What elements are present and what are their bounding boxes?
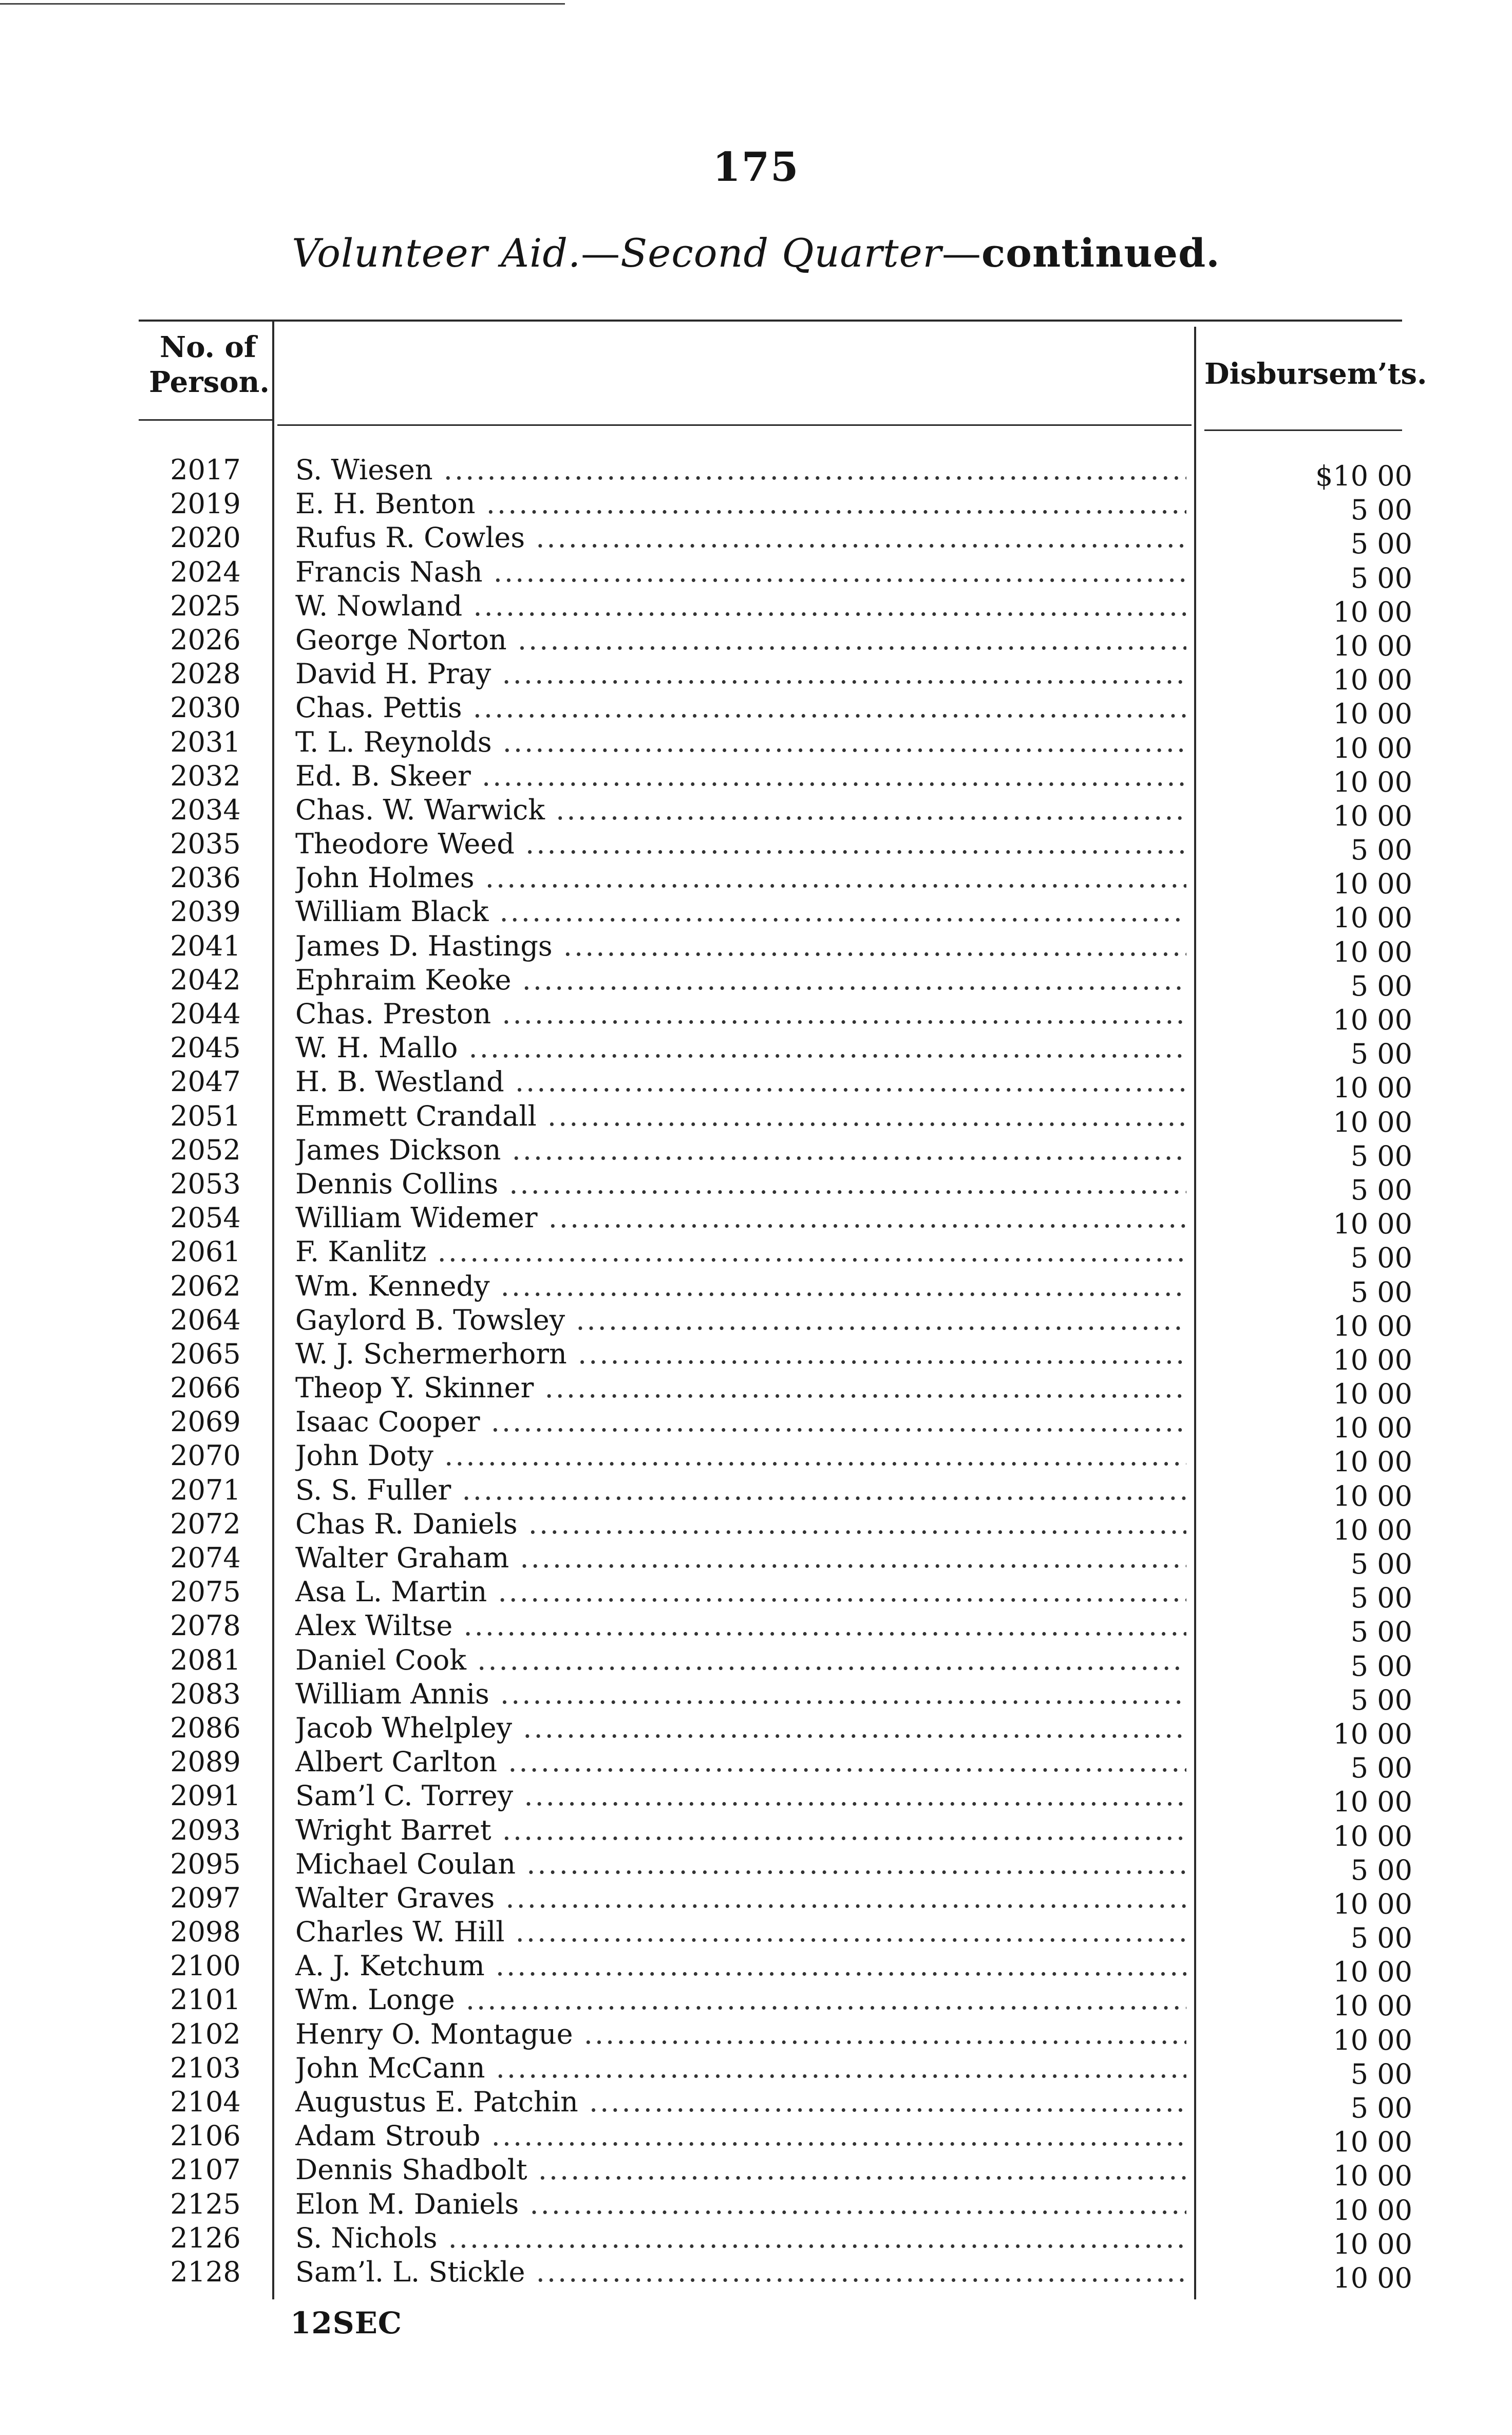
page-footer-signature: 12SEC (290, 2306, 402, 2340)
disbursement-amount: 5 00 (1350, 528, 1412, 560)
person-number: 2035 (170, 828, 241, 860)
heading-dash: — (942, 230, 982, 276)
table-row (0, 2221, 1512, 2260)
disbursement-amount: 5 00 (1350, 1276, 1412, 1308)
person-name: S. Wiesen ..... (295, 453, 1186, 487)
disbursement-amount: 5 00 (1350, 1922, 1412, 1955)
person-name: Emmett Crandall ..... (295, 1099, 1186, 1133)
person-name: Dennis Collins ..... (295, 1167, 1186, 1201)
person-name: Elon M. Daniels ..... (295, 2187, 1186, 2221)
person-number: 2036 (170, 861, 241, 894)
table-row (0, 1133, 1512, 1172)
person-name: Alex Wiltse ..... (295, 1609, 1186, 1643)
person-number: 2053 (170, 1167, 241, 1200)
person-number: 2062 (170, 1269, 241, 1302)
person-number: 2098 (170, 1916, 241, 1949)
person-name: T. L. Reynolds ..... (295, 725, 1186, 759)
person-number: 2072 (170, 1507, 241, 1540)
person-name: Henry O. Montague ..... (295, 2017, 1186, 2051)
table-row (0, 1405, 1512, 1445)
person-number: 2081 (170, 1643, 241, 1676)
person-name: Albert Carlton ..... (295, 1745, 1186, 1779)
column-header-number (149, 330, 270, 400)
person-name: Francis Nash ..... (295, 555, 1186, 589)
disbursement-amount: 10 00 (1333, 765, 1412, 798)
table-row (0, 1473, 1512, 1512)
header-bottom-rule-left (139, 419, 272, 421)
person-number: 2064 (170, 1303, 241, 1336)
person-name: S. Nichols ..... (295, 2221, 1186, 2255)
person-name: H. B. Westland ..... (295, 1065, 1186, 1099)
table-row (0, 1881, 1512, 1920)
table-row (0, 1847, 1512, 1886)
disbursement-amount: 5 00 (1350, 2057, 1412, 2090)
disbursement-amount: 10 00 (1333, 1106, 1412, 1138)
person-number: 2071 (170, 1473, 241, 1506)
disbursement-amount: 5 00 (1350, 561, 1412, 594)
disbursement-amount: 10 00 (1333, 698, 1412, 730)
table-row (0, 1337, 1512, 1376)
person-number: 2089 (170, 1746, 241, 1778)
person-number: 2024 (170, 555, 241, 588)
person-number: 2030 (170, 691, 241, 724)
person-number: 2070 (170, 1439, 241, 1472)
table-row (0, 1643, 1512, 1682)
disbursement-amount: 10 00 (1333, 1343, 1412, 1376)
person-number: 2065 (170, 1337, 241, 1370)
person-number: 2028 (170, 658, 241, 690)
person-number: 2017 (170, 454, 241, 486)
table-row (0, 1201, 1512, 1241)
column-header-number-line1: No. of (160, 330, 256, 364)
person-name: Rufus R. Cowles ..... (295, 521, 1186, 555)
table-row (0, 453, 1512, 492)
disbursement-amount: 5 00 (1350, 1548, 1412, 1580)
person-name: John Doty ..... (295, 1439, 1186, 1473)
table-row (0, 1779, 1512, 1819)
person-number: 2019 (170, 488, 241, 520)
person-name: W. Nowland ..... (295, 589, 1186, 623)
table-row (0, 2051, 1512, 2090)
disbursement-amount: 10 00 (1333, 732, 1412, 764)
table-row (0, 2119, 1512, 2159)
person-name: John McCann ..... (295, 2051, 1186, 2085)
disbursement-amount: 10 00 (1333, 1378, 1412, 1411)
table-top-rule (139, 320, 1402, 322)
person-name: Walter Graves ..... (295, 1881, 1186, 1915)
heading-subtitle: Second Quarter (620, 230, 942, 276)
disbursement-amount: 10 00 (1333, 595, 1412, 628)
person-name: S. S. Fuller ..... (295, 1473, 1186, 1507)
disbursement-amount: 10 00 (1333, 1820, 1412, 1852)
person-name: Charles W. Hill ..... (295, 1915, 1186, 1949)
disbursement-amount: 10 00 (1333, 1412, 1412, 1445)
disbursement-amount: 5 00 (1350, 1683, 1412, 1716)
disbursement-amount: 10 00 (1333, 2160, 1412, 2193)
person-number: 2061 (170, 1235, 241, 1268)
person-number: 2102 (170, 2017, 241, 2050)
table-row (0, 1915, 1512, 1955)
disbursement-amount: 10 00 (1333, 2194, 1412, 2226)
disbursement-amount: 10 00 (1333, 799, 1412, 832)
person-name: James D. Hastings ..... (295, 929, 1186, 963)
table-row (0, 759, 1512, 798)
person-number: 2095 (170, 1847, 241, 1880)
table-row (0, 1745, 1512, 1785)
table-row (0, 2153, 1512, 2193)
table-row (0, 1813, 1512, 1852)
person-number: 2126 (170, 2221, 241, 2254)
person-number: 2041 (170, 929, 241, 962)
person-name: Daniel Cook ..... (295, 1643, 1186, 1677)
disbursement-amount: 10 00 (1333, 1309, 1412, 1342)
person-number: 2078 (170, 1609, 241, 1642)
person-name: W. H. Mallo ..... (295, 1031, 1186, 1065)
person-number: 2054 (170, 1202, 241, 1234)
person-number: 2100 (170, 1950, 241, 1982)
table-row (0, 861, 1512, 901)
column-header-disbursements: Disbursem’ts. (1204, 357, 1427, 391)
disbursement-amount: 10 00 (1333, 935, 1412, 968)
disbursement-amount: 5 00 (1350, 494, 1412, 527)
table-row (0, 1507, 1512, 1546)
person-number: 2069 (170, 1406, 241, 1438)
disbursement-amount: 10 00 (1333, 1446, 1412, 1478)
person-name: Sam’l C. Torrey ..... (295, 1779, 1186, 1813)
person-name: Theodore Weed ..... (295, 827, 1186, 861)
person-number: 2031 (170, 725, 241, 758)
table-row (0, 793, 1512, 832)
person-name: James Dickson ..... (295, 1133, 1186, 1167)
person-name: Augustus E. Patchin ..... (295, 2085, 1186, 2119)
disbursement-amount: 10 00 (1333, 2227, 1412, 2260)
person-name: George Norton ..... (295, 623, 1186, 657)
person-name: Wm. Kennedy ..... (295, 1269, 1186, 1303)
table-row (0, 1371, 1512, 1411)
table-row (0, 1031, 1512, 1071)
disbursement-amount: 5 00 (1350, 1173, 1412, 1206)
person-name: David H. Pray ..... (295, 657, 1186, 691)
disbursement-amount: 5 00 (1350, 1616, 1412, 1649)
disbursement-amount: 5 00 (1350, 969, 1412, 1002)
person-name: Wright Barret ..... (295, 1813, 1186, 1847)
disbursement-amount: 10 00 (1333, 1956, 1412, 1989)
disbursement-amount: 5 00 (1350, 1242, 1412, 1275)
person-number: 2106 (170, 2120, 241, 2152)
table-row (0, 589, 1512, 628)
table-row (0, 963, 1512, 1002)
person-name: Chas. Preston ..... (295, 997, 1186, 1031)
table-row (0, 1677, 1512, 1716)
table-row (0, 1167, 1512, 1206)
person-number: 2051 (170, 1099, 241, 1132)
table-row (0, 657, 1512, 697)
header-bottom-rule-mid (277, 424, 1192, 426)
person-number: 2128 (170, 2255, 241, 2288)
person-number: 2086 (170, 1711, 241, 1744)
person-number: 2097 (170, 1881, 241, 1914)
disbursement-amount: 10 00 (1333, 1208, 1412, 1241)
person-name: Asa L. Martin ..... (295, 1575, 1186, 1609)
disbursement-amount: 10 00 (1333, 1990, 1412, 2022)
disbursement-amount: 10 00 (1333, 1887, 1412, 1920)
disbursement-amount: 10 00 (1333, 2126, 1412, 2159)
person-number: 2042 (170, 963, 241, 996)
table-row (0, 555, 1512, 594)
table-row (0, 1575, 1512, 1615)
person-number: 2104 (170, 2086, 241, 2118)
page-heading (0, 230, 1512, 276)
table-row (0, 929, 1512, 968)
disbursement-amount: 5 00 (1350, 1650, 1412, 1682)
heading-continued: continued. (981, 230, 1220, 276)
disbursement-amount: 10 00 (1333, 868, 1412, 901)
table-row (0, 1065, 1512, 1104)
table-body (0, 453, 1512, 2294)
disbursement-amount: 5 00 (1350, 1139, 1412, 1172)
person-name: Walter Graham ..... (295, 1541, 1186, 1575)
disbursement-amount: 10 00 (1333, 902, 1412, 934)
person-name: Chas. W. Warwick ..... (295, 793, 1186, 827)
person-number: 2093 (170, 1813, 241, 1846)
person-name: Ed. B. Skeer ..... (295, 759, 1186, 793)
disbursement-amount: 10 00 (1333, 1072, 1412, 1104)
person-number: 2052 (170, 1133, 241, 1166)
table-row (0, 1983, 1512, 2022)
heading-title: Volunteer Aid. (292, 230, 581, 276)
person-name: Chas. Pettis ..... (295, 691, 1186, 725)
disbursement-amount: 10 00 (1333, 1004, 1412, 1036)
table-row (0, 1949, 1512, 1989)
person-number: 2039 (170, 895, 241, 928)
person-name: William Annis ..... (295, 1677, 1186, 1711)
person-number: 2026 (170, 623, 241, 656)
disbursement-amount: 10 00 (1333, 1513, 1412, 1546)
table-row (0, 691, 1512, 730)
table-row (0, 2085, 1512, 2124)
table-row (0, 895, 1512, 934)
person-number: 2091 (170, 1780, 241, 1812)
page-number: 175 (712, 144, 800, 191)
disbursement-amount: 10 00 (1333, 1479, 1412, 1512)
person-number: 2047 (170, 1065, 241, 1098)
person-name: Adam Stroub ..... (295, 2119, 1186, 2153)
column-header-number-line2: Person. (149, 365, 270, 399)
person-number: 2101 (170, 1983, 241, 2016)
disbursement-amount: 5 00 (1350, 1752, 1412, 1785)
disbursement-amount: 5 00 (1350, 1853, 1412, 1886)
person-name: Chas R. Daniels ..... (295, 1507, 1186, 1541)
person-number: 2103 (170, 2051, 241, 2084)
person-number: 2034 (170, 793, 241, 826)
disbursement-amount: 5 00 (1350, 1582, 1412, 1615)
table-row (0, 1609, 1512, 1649)
person-name: William Black ..... (295, 895, 1186, 929)
person-name: John Holmes ..... (295, 861, 1186, 895)
top-edge-rule (0, 3, 565, 5)
person-number: 2020 (170, 521, 241, 554)
person-name: William Widemer ..... (295, 1201, 1186, 1235)
person-number: 2125 (170, 2187, 241, 2220)
disbursement-amount: $10 00 (1315, 460, 1412, 492)
person-number: 2025 (170, 589, 241, 622)
disbursement-amount: 5 00 (1350, 2092, 1412, 2124)
table-row (0, 1099, 1512, 1138)
disbursement-amount: 10 00 (1333, 1786, 1412, 1819)
table-row (0, 1439, 1512, 1478)
disbursement-amount: 10 00 (1333, 629, 1412, 662)
person-name: Isaac Cooper ..... (295, 1405, 1186, 1439)
person-number: 2074 (170, 1542, 241, 1574)
table-row (0, 2187, 1512, 2226)
disbursement-amount: 5 00 (1350, 834, 1412, 867)
table-row (0, 1541, 1512, 1580)
disbursement-amount: 5 00 (1350, 1038, 1412, 1071)
disbursement-amount: 10 00 (1333, 2024, 1412, 2056)
person-name: Jacob Whelpley ..... (295, 1711, 1186, 1745)
person-name: Wm. Longe ..... (295, 1983, 1186, 2017)
disbursement-amount: 10 00 (1333, 2261, 1412, 2294)
person-name: Ephraim Keoke ..... (295, 963, 1186, 997)
person-number: 2066 (170, 1372, 241, 1404)
person-number: 2044 (170, 998, 241, 1030)
table-row (0, 1269, 1512, 1308)
table-row (0, 725, 1512, 764)
table-row (0, 2017, 1512, 2056)
table-row (0, 2255, 1512, 2294)
person-number: 2032 (170, 759, 241, 792)
table-row (0, 827, 1512, 867)
person-name: F. Kanlitz ..... (295, 1235, 1186, 1269)
person-number: 2045 (170, 1032, 241, 1064)
header-bottom-rule-right (1204, 429, 1402, 431)
heading-dash: — (581, 230, 621, 276)
table-row (0, 521, 1512, 560)
table-row (0, 1303, 1512, 1342)
disbursement-amount: 10 00 (1333, 1717, 1412, 1750)
person-name: Dennis Shadbolt ..... (295, 2153, 1186, 2187)
person-name: W. J. Schermerhorn ..... (295, 1337, 1186, 1371)
person-name: Theop Y. Skinner ..... (295, 1371, 1186, 1405)
person-name: Sam’l. L. Stickle ..... (295, 2255, 1186, 2289)
person-name: Gaylord B. Towsley ..... (295, 1303, 1186, 1337)
table-row (0, 1235, 1512, 1275)
person-name: E. H. Benton ..... (295, 487, 1186, 521)
person-number: 2075 (170, 1576, 241, 1608)
person-name: Michael Coulan ..... (295, 1847, 1186, 1881)
table-row (0, 997, 1512, 1036)
person-number: 2083 (170, 1677, 241, 1710)
table-row (0, 623, 1512, 662)
disbursement-amount: 10 00 (1333, 664, 1412, 697)
person-number: 2107 (170, 2153, 241, 2186)
table-row (0, 1711, 1512, 1750)
person-name: A. J. Ketchum ..... (295, 1949, 1186, 1983)
table-row (0, 487, 1512, 527)
